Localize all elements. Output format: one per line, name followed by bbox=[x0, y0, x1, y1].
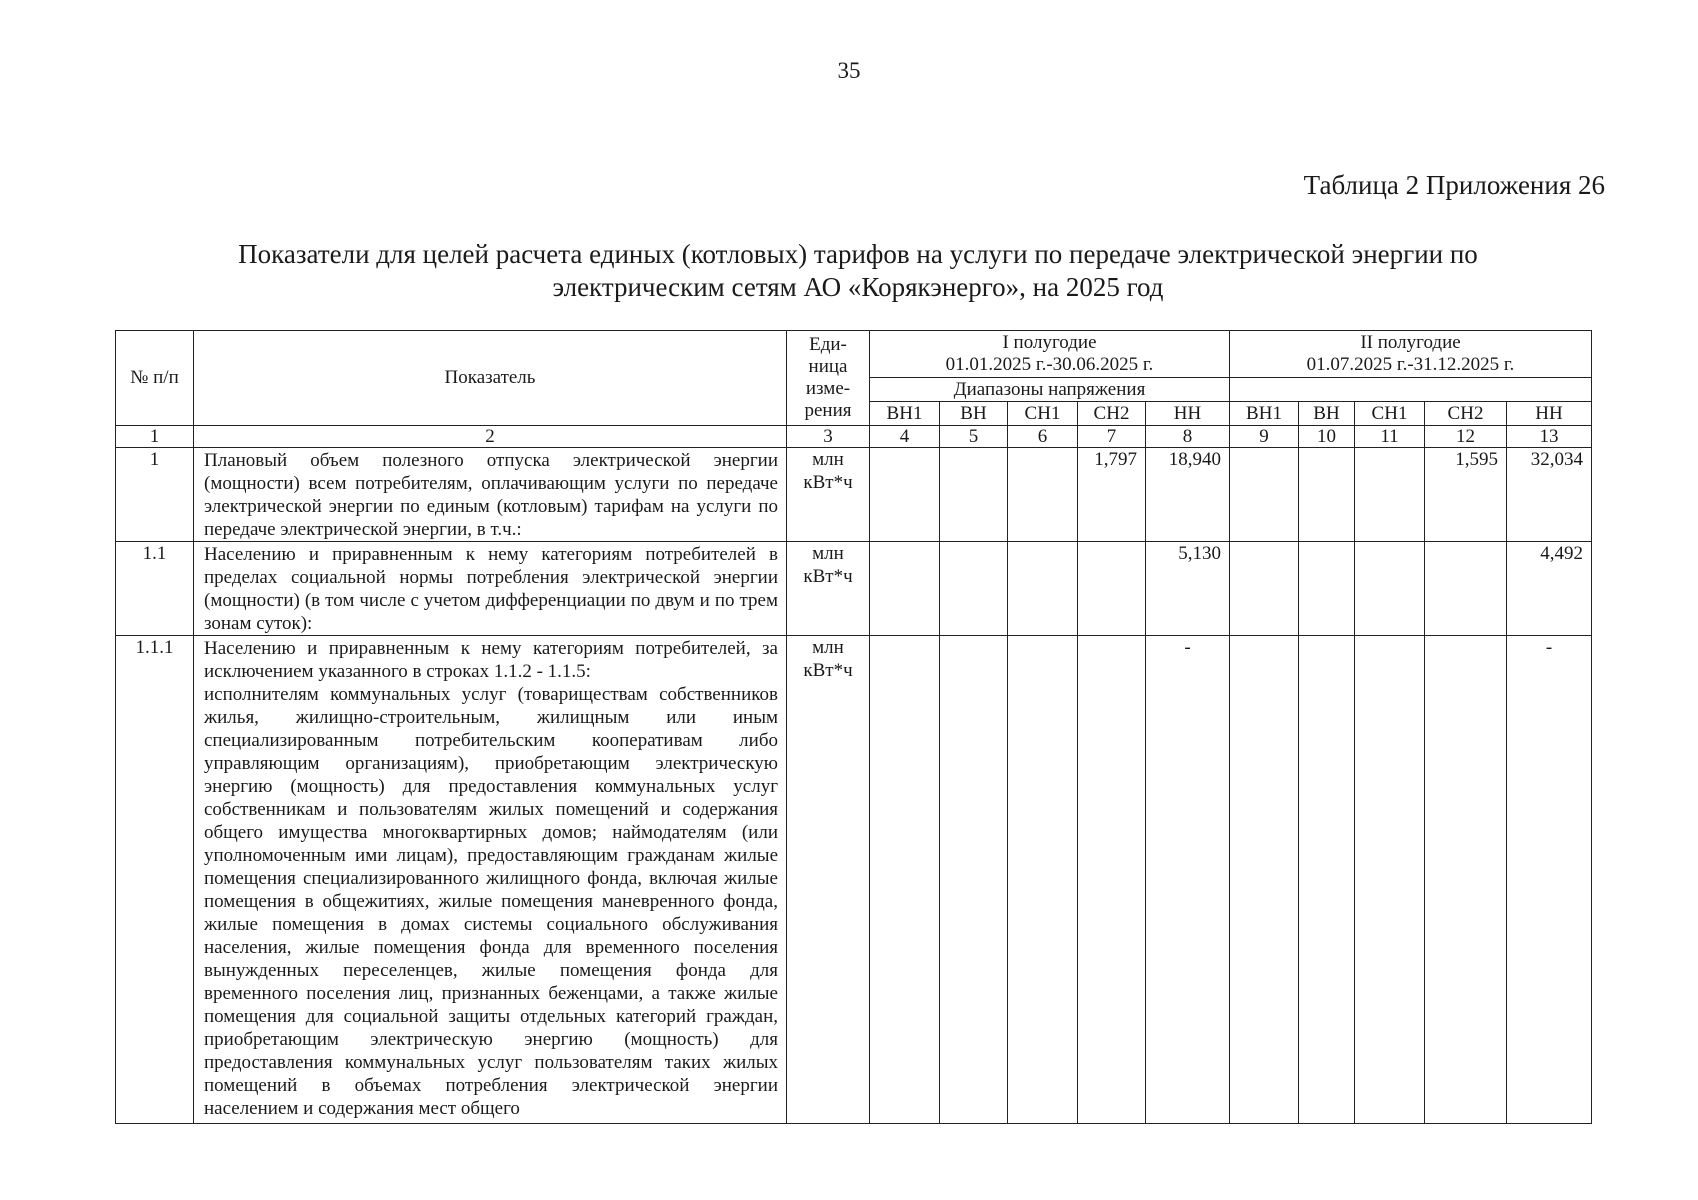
row-unit: млн кВт*ч bbox=[787, 542, 870, 636]
value-cell bbox=[940, 542, 1008, 636]
value-cell: 1,595 bbox=[1425, 448, 1507, 542]
header-unit: Еди- ница изме- рения bbox=[787, 331, 870, 426]
col-number: 9 bbox=[1230, 426, 1299, 448]
row-number: 1.1 bbox=[116, 542, 194, 636]
col-number: 3 bbox=[787, 426, 870, 448]
value-cell bbox=[940, 448, 1008, 542]
value-cell bbox=[1230, 448, 1299, 542]
value-cell bbox=[1425, 636, 1507, 1124]
row-unit: млн кВт*ч bbox=[787, 448, 870, 542]
value-cell bbox=[1299, 636, 1355, 1124]
level-h2-sn2: СН2 bbox=[1425, 402, 1507, 426]
column-numbers-row bbox=[116, 426, 1592, 448]
title-line-2: электрическим сетям АО «Корякэнерго», на 2025 год bbox=[552, 272, 1164, 302]
col-number: 11 bbox=[1355, 426, 1425, 448]
value-cell bbox=[1299, 448, 1355, 542]
value-cell: 4,492 bbox=[1507, 542, 1592, 636]
value-cell bbox=[1299, 542, 1355, 636]
level-h1-nn: НН bbox=[1146, 402, 1230, 426]
value-cell bbox=[1230, 542, 1299, 636]
value-cell: 5,130 bbox=[1146, 542, 1230, 636]
value-cell bbox=[870, 542, 940, 636]
value-cell bbox=[870, 636, 940, 1124]
value-cell bbox=[940, 636, 1008, 1124]
row-unit: млн кВт*ч bbox=[787, 636, 870, 1124]
value-cell: - bbox=[1146, 636, 1230, 1124]
row-indicator-text: Населению и приравненным к нему категориям потребителей, за исключением указанного в строках 1.1.2 - 1.1.5: исполнителям коммунальных услуг (товариществам собственников жилья, жилищно-строительным, жилищным или иным специализированным потребительским кооперативам либо управляющим организациям), приобретающим электрическую энергию (мощность) для предоставления коммунальных услуг собственникам и пользователям жилых помещений и содержания общего имущества многоквартирных домов; наймодателям (или уполномоченным ими лицам), предоставляющим гражданам жилые помещения специализированного жилищного фонда, включая жилые помещения в общежитиях, жилые помещения маневренного фонда, жилые помещения в домах системы социального обслуживания населения, жилые помещения фонда для временного поселения вынужденных переселенцев, жилые помещения фонда для временного поселения лиц, признанных беженцами, а также жилые помещения для социальной защиты отдельных категорий граждан, приобретающим электрическую энергию (мощность) для предоставления коммунальных услуг пользователям таких жилых помещений в объемах потребления электрической энергии населением и содержания мест общего bbox=[194, 636, 787, 1124]
level-h2-vn: ВН bbox=[1299, 402, 1355, 426]
value-cell bbox=[1425, 542, 1507, 636]
value-cell bbox=[1078, 542, 1146, 636]
table-row bbox=[116, 636, 1592, 1124]
table-row bbox=[116, 448, 1592, 542]
col-number: 6 bbox=[1008, 426, 1078, 448]
level-h2-sn1: СН1 bbox=[1355, 402, 1425, 426]
level-h1-vn1: ВН1 bbox=[870, 402, 940, 426]
level-h1-sn2: СН2 bbox=[1078, 402, 1146, 426]
value-cell: 1,797 bbox=[1078, 448, 1146, 542]
col-number: 1 bbox=[116, 426, 194, 448]
row-indicator-text: Плановый объем полезного отпуска электрической энергии (мощности) всем потребителям, оплачивающим услуги по передаче электрической энергии по единым (котловым) тарифам на услуги по передаче электрической энергии, в т.ч.: bbox=[194, 448, 787, 542]
page-number: 35 bbox=[837, 58, 861, 83]
value-cell bbox=[1355, 636, 1425, 1124]
value-cell: - bbox=[1507, 636, 1592, 1124]
header-half-1: I полугодие 01.01.2025 г.-30.06.2025 г. bbox=[870, 331, 1230, 378]
col-number: 4 bbox=[870, 426, 940, 448]
value-cell bbox=[1230, 636, 1299, 1124]
level-h2-vn1: ВН1 bbox=[1230, 402, 1299, 426]
indicators-table bbox=[115, 330, 1592, 1124]
header-num: № п/п bbox=[116, 331, 194, 426]
col-number: 7 bbox=[1078, 426, 1146, 448]
col-number: 12 bbox=[1425, 426, 1507, 448]
col-number: 10 bbox=[1299, 426, 1355, 448]
row-indicator-text: Населению и приравненным к нему категориям потребителей в пределах социальной нормы потребления электрической энергии (мощности) (в том числе с учетом дифференциации по двум и по трем зонам суток): bbox=[194, 542, 787, 636]
value-cell bbox=[1078, 636, 1146, 1124]
value-cell bbox=[1355, 542, 1425, 636]
level-h1-sn1: СН1 bbox=[1008, 402, 1078, 426]
header-voltage-ranges-empty bbox=[1230, 378, 1592, 402]
col-number: 5 bbox=[940, 426, 1008, 448]
level-h1-vn: ВН bbox=[940, 402, 1008, 426]
col-number: 2 bbox=[194, 426, 787, 448]
level-h2-nn: НН bbox=[1507, 402, 1592, 426]
header-voltage-ranges: Диапазоны напряжения bbox=[870, 378, 1230, 402]
value-cell bbox=[870, 448, 940, 542]
value-cell bbox=[1355, 448, 1425, 542]
col-number: 8 bbox=[1146, 426, 1230, 448]
value-cell: 18,940 bbox=[1146, 448, 1230, 542]
table-row bbox=[116, 542, 1592, 636]
row-number: 1 bbox=[116, 448, 194, 542]
document-title bbox=[150, 238, 1566, 304]
value-cell bbox=[1008, 636, 1078, 1124]
value-cell bbox=[1008, 448, 1078, 542]
table-caption: Таблица 2 Приложения 26 bbox=[1303, 170, 1605, 200]
value-cell: 32,034 bbox=[1507, 448, 1592, 542]
row-number: 1.1.1 bbox=[116, 636, 194, 1124]
header-half-2: II полугодие 01.07.2025 г.-31.12.2025 г. bbox=[1230, 331, 1592, 378]
value-cell bbox=[1008, 542, 1078, 636]
title-line-1: Показатели для целей расчета единых (котловых) тарифов на услуги по передаче электрической энергии по bbox=[238, 239, 1478, 269]
header-indicator: Показатель bbox=[194, 331, 787, 426]
col-number: 13 bbox=[1507, 426, 1592, 448]
